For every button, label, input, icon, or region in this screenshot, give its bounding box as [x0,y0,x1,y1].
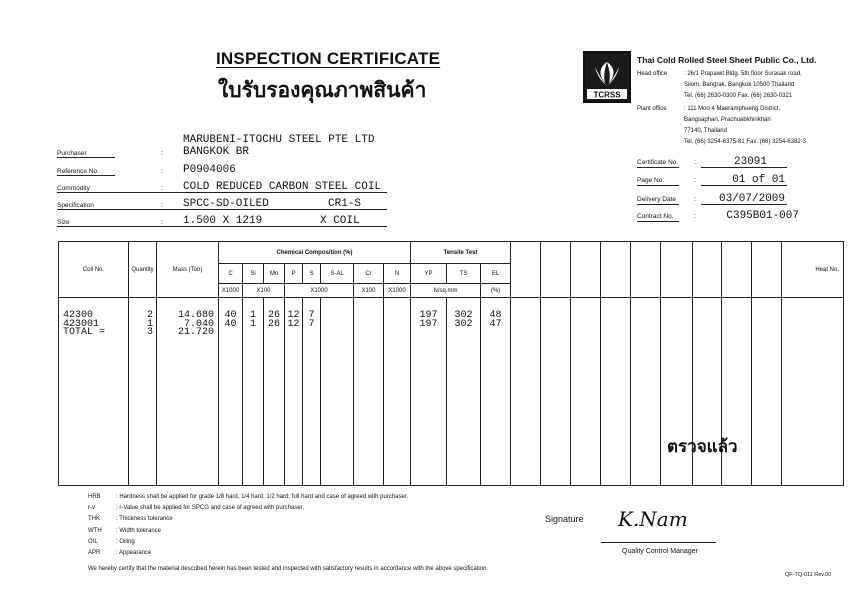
specification-label: Specification [57,202,94,209]
el-c: C [219,264,243,284]
col-mass: Mass (Ton) [157,242,219,298]
cell-c: 40 40 [224,310,237,330]
reference-row: Reference No. : P0904006 [57,164,236,176]
col-tensile-test: Tensile Test [411,242,511,264]
unit-cr: X100 [354,284,384,298]
certificate-title: INSPECTION CERTIFICATE [216,49,441,68]
unit-p-s-al: X1000 [285,284,354,298]
company-name: Thai Cold Rolled Steel Sheet Public Co., Ltd. [637,55,817,65]
signature-label: Signature [545,514,584,524]
cell-qty: 2 1 3 [146,310,153,338]
cell-coil: 42300 423001 TOTAL = [63,310,106,338]
certificate-no-row: Certificate No. : 23091 [637,152,787,168]
footer-notes [88,492,408,559]
purchaser-row: Purchaser : MARUBENI-ITOCHU STEEL PTE LTD BANGKOK BR [57,142,387,158]
note-oil: OIL : Oiling [88,538,135,545]
plant-office-address: : 111 Moo 4 Maeramphueng District, Bangsaphan, Prachuabkhirikhan 77140, Thailand Tel. (66) 3254-6375-81 Fax. (66) 3254-6382-3 [684,106,807,145]
commodity-row: Commodity : COLD REDUCED CARBON STEEL COIL [57,177,387,193]
unit-n: X1000 [384,284,411,298]
el-mn: Mn [264,264,285,284]
head-office-label: Head office [637,71,668,77]
qc-manager-label: Quality Control Manager [622,548,698,555]
commodity-label: Commodity [57,185,90,192]
unit-si-mn: X100 [243,284,285,298]
purchaser-label: Purchaser [57,150,87,157]
cell-p: 12 12 [287,310,300,330]
commodity-value: COLD REDUCED CARBON STEEL COIL [183,181,382,193]
col-quantity: Quantity [129,242,157,298]
delivery-date-label: Delivery Date [637,196,677,203]
el-n: N [384,264,411,284]
cell-mass: 14.680 7.040 21.720 [177,310,214,338]
col-chemical-composition: Chemical Composition (%) [219,242,411,264]
reference-label: Reference No. [57,168,99,175]
contract-no-label: Contract No. [637,213,674,220]
checked-stamp: ตรวจแล้ว [667,437,738,457]
unit-c: X1000 [219,284,243,298]
signature: K.Nam [618,507,688,531]
el-el: EL [481,264,511,284]
page-no-label: Page No. [637,177,665,184]
page-no-row: Page No. : 01 of 01 [637,174,785,186]
cell-yp: 197 197 [419,310,438,330]
note-rv: r-v : r-Value shall be applied for SPCG and case of agreed with purchaser. [88,505,304,512]
specification-grade: CR1-S [328,198,362,210]
signature-line [601,542,716,543]
page-no-value: 01 of 01 [732,174,785,186]
purchaser-value: MARUBENI-ITOCHU STEEL PTE LTD BANGKOK BR [183,134,375,158]
size-label: Size [57,219,70,226]
note-hrb: HRB : Hardness shall be applied for grade 1/8 hard, 1/4 hard, 1/2 hard, full hard and case of agreed with purchaser. [88,494,409,500]
note-apr: APR : Appearance [88,550,152,557]
note-wth: WTH : Width tolerance [88,527,162,534]
certificate-no-value: 23091 [733,156,767,168]
col-heat-no: Heat No. [782,242,844,298]
plant-office-label: Plant office [637,106,667,112]
head-office-address: : 26/1 Prapawit Bldg. 5th floor Surasak road, Silom, Bangrak, Bangkok 10500 Thailand Tel. (66) 2630-0300 Fax. (66) 2630-0321 [684,71,802,99]
specification-value: SPCC-SD-OILED [183,198,269,210]
delivery-date-value: 03/07/2009 [718,193,785,205]
size-row: Size : 1.500 X 1219 X COIL [57,211,387,227]
contract-no-value: C395B01-007 [726,210,799,222]
delivery-date-row: Delivery Date : 03/07/2009 [637,193,785,205]
el-yp: YP [411,264,447,284]
unit-yp-ts: N/sq.mm [411,284,481,298]
cell-el: 48 47 [489,310,502,330]
form-number: QF-TQ-011 Rev.00 [785,572,832,578]
size-unit: X COIL [320,215,360,227]
logo-text: TCRSS [593,90,621,100]
el-s: S [303,264,321,284]
el-si: Si [243,264,264,284]
size-value: 1.500 X 1219 [183,215,263,227]
cell-si: 1 1 [249,310,256,330]
cell-ts: 302 302 [454,310,473,330]
company-logo [583,51,631,103]
cell-mn: 26 26 [267,310,280,330]
contract-no-row: Contract No. : C395B01-007 [637,210,799,222]
el-cr: Cr [354,264,384,284]
reference-value: P0904006 [183,164,236,176]
el-ts: TS [447,264,481,284]
specification-row: Specification : SPCC-SD-OILED CR1-S [57,194,387,210]
certify-statement: We hereby certify that the material described herein has been tested and inspected with satisfactory results in accordance with the above specification. [88,566,489,572]
col-coil-no: Coil No. [59,242,129,298]
note-thk: THK : Thickness tolerance [88,516,173,523]
certificate-no-label: Certificate No. [637,159,679,166]
el-s-al: S-AL [321,264,354,284]
cell-s: 7 7 [308,310,315,330]
certificate-title-thai: ใบรับรองคุณภาพสินค้า [218,78,427,102]
unit-el: (%) [481,284,511,298]
el-p: P [285,264,303,284]
